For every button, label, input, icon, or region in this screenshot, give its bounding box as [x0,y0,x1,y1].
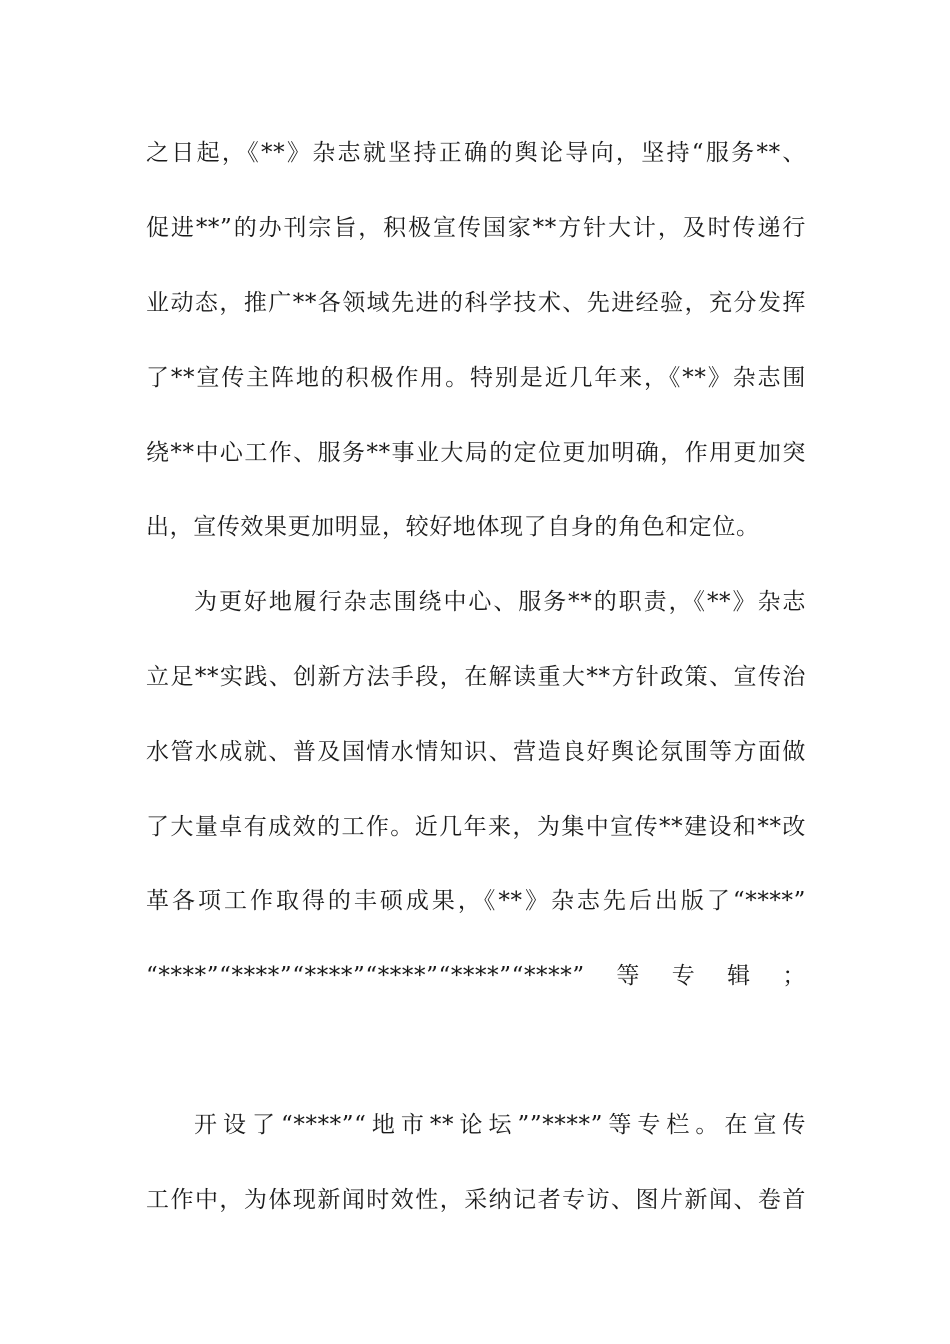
paragraph-line: 了**宣传主阵地的积极作用。特别是近几年来，《**》杂志围 [146,365,806,391]
paragraph-line: 革各项工作取得的丰硕成果，《**》杂志先后出版了“****” [146,888,806,914]
paragraph-line: 绕**中心工作、服务**事业大局的定位更加明确，作用更加突 [146,440,806,466]
paragraph-line: 出，宣传效果更加明显，较好地体现了自身的角色和定位。 [146,514,760,540]
paragraph-line: “****”“****”“****”“****”“****”“****”等专辑； [146,963,806,989]
paragraph-line: 工作中，为体现新闻时效性，采纳记者专访、图片新闻、卷首 [146,1187,806,1213]
paragraph-line: 之日起，《**》杂志就坚持正确的舆论导向，坚持“服务**、 [146,140,806,166]
paragraph-line: 为更好地履行杂志围绕中心、服务**的职责，《**》杂志 [194,589,806,615]
paragraph-line: 业动态，推广**各领域先进的科学技术、先进经验，充分发挥 [146,290,806,316]
paragraph-line: 开设了“****”“地市**论坛””****”等专栏。在宣传 [194,1112,806,1138]
paragraph-line: 了大量卓有成效的工作。近几年来，为集中宣传**建设和**改 [146,814,806,840]
paragraph-line: 促进**”的办刊宗旨，积极宣传国家**方针大计，及时传递行 [146,215,806,241]
paragraph-line: 水管水成就、普及国情水情知识、营造良好舆论氛围等方面做 [146,739,806,765]
paragraph-line: 立足**实践、创新方法手段，在解读重大**方针政策、宣传治 [146,664,806,690]
